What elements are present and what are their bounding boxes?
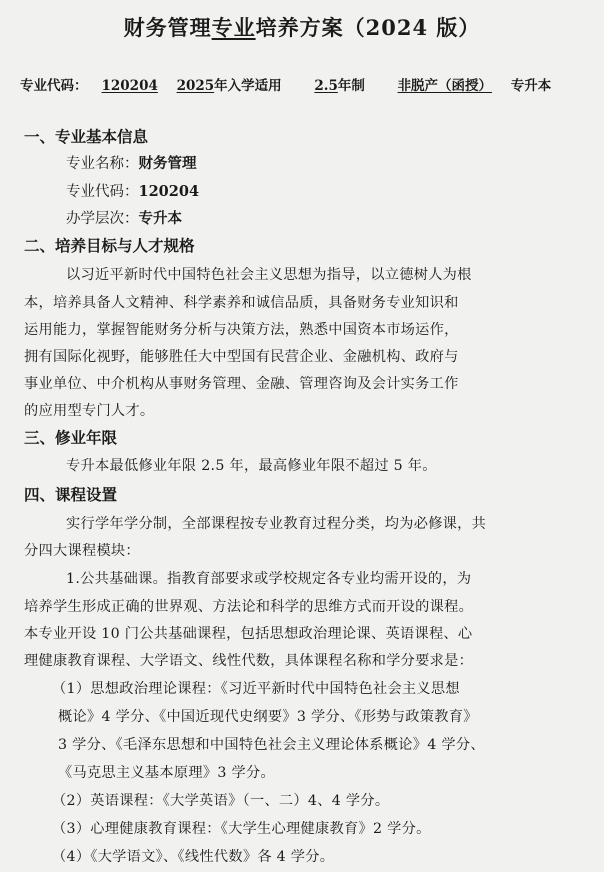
info-name — [66, 152, 197, 173]
course-line: 1.公共基础课。指教育部要求或学校规定各专业均需开设的，为 — [66, 571, 472, 587]
course-line: 实行学年学分制，全部课程按专业教育过程分类，均为必修课，共 — [66, 516, 487, 532]
info-name-value: 财务管理 — [138, 155, 197, 172]
course-line: （1）思想政治理论课程：《习近平新时代中国特色社会主义思想 — [52, 681, 460, 697]
course-line: （4）《大学语文》、《线性代数》各 4 学分。 — [52, 849, 335, 865]
meta-year-suffix: 年入学适用 — [214, 78, 282, 94]
meta-duration — [314, 78, 379, 94]
course-line: 培养学生形成正确的世界观、方法论和科学的思维方式而开设的课程。 — [24, 599, 474, 615]
course-line: 理健康教育课程、大学语文、线性代数，具体课程名称和学分要求是： — [24, 653, 474, 669]
goal-line: 的应用型专门人才。 — [24, 403, 155, 419]
info-level — [66, 207, 182, 228]
goal-line: 拥有国际化视野，能够胜任大中型国有民营企业、金融机构、政府与 — [24, 349, 459, 365]
program-meta-line — [20, 74, 590, 94]
goal-line: 本，培养具备人文精神、科学素养和诚信品质，具备财务专业知识和 — [24, 295, 459, 311]
section-heading-4: 四、课程设置 — [24, 485, 118, 504]
course-line: 分四大课程模块： — [24, 543, 140, 559]
meta-code-label: 专业代码： — [20, 78, 88, 94]
meta-code-value: 120204 — [101, 78, 158, 94]
section-heading-1: 一、专业基本信息 — [24, 127, 149, 146]
section-heading-2: 二、培养目标与人才规格 — [24, 236, 195, 255]
info-level-label: 办学层次： — [66, 211, 139, 227]
meta-duration-value: 2.5 — [314, 78, 338, 94]
course-line: 3 学分、《毛泽东思想和中国特色社会主义理论体系概论》4 学分、 — [58, 737, 485, 753]
course-line: （3）心理健康教育课程：《大学生心理健康教育》2 学分。 — [52, 821, 431, 837]
info-code-value: 120204 — [138, 183, 200, 200]
title-underlined: 专业 — [211, 15, 256, 40]
title-suffix: 培养方案（2024 版） — [255, 15, 481, 40]
course-line: （2）英语课程：《大学英语》（一、二）4、4 学分。 — [52, 793, 390, 809]
meta-level: 专升本 — [510, 78, 552, 94]
meta-duration-suffix: 年制 — [337, 78, 365, 94]
goal-line: 事业单位、中介机构从事财务管理、金融、管理咨询及会计实务工作 — [24, 376, 459, 392]
document-title — [0, 12, 604, 42]
meta-mode: 非脱产（函授） — [397, 78, 493, 94]
info-name-label: 专业名称： — [66, 156, 139, 172]
title-prefix: 财务管理 — [123, 15, 212, 40]
duration-text: 专升本最低修业年限 2.5 年，最高修业年限不超过 5 年。 — [66, 458, 437, 474]
goal-line: 运用能力，掌握智能财务分析与决策方法，熟悉中国资本市场运作， — [24, 322, 459, 338]
meta-year-value: 2025 — [176, 78, 215, 94]
goal-line: 以习近平新时代中国特色社会主义思想为指导，以立德树人为根 — [66, 267, 472, 283]
course-line: 《马克思主义基本原理》3 学分。 — [58, 765, 275, 781]
meta-year — [177, 78, 296, 94]
info-code-label: 专业代码： — [66, 184, 139, 200]
course-line: 概论》4 学分、《中国近现代史纲要》3 学分、《形势与政策教育》 — [58, 709, 478, 725]
info-code — [66, 180, 199, 201]
meta-code — [20, 78, 158, 94]
section-heading-3: 三、修业年限 — [24, 428, 118, 447]
info-level-value: 专升本 — [138, 210, 182, 227]
course-line: 本专业开设 10 门公共基础课程，包括思想政治理论课、英语课程、心 — [24, 626, 473, 642]
